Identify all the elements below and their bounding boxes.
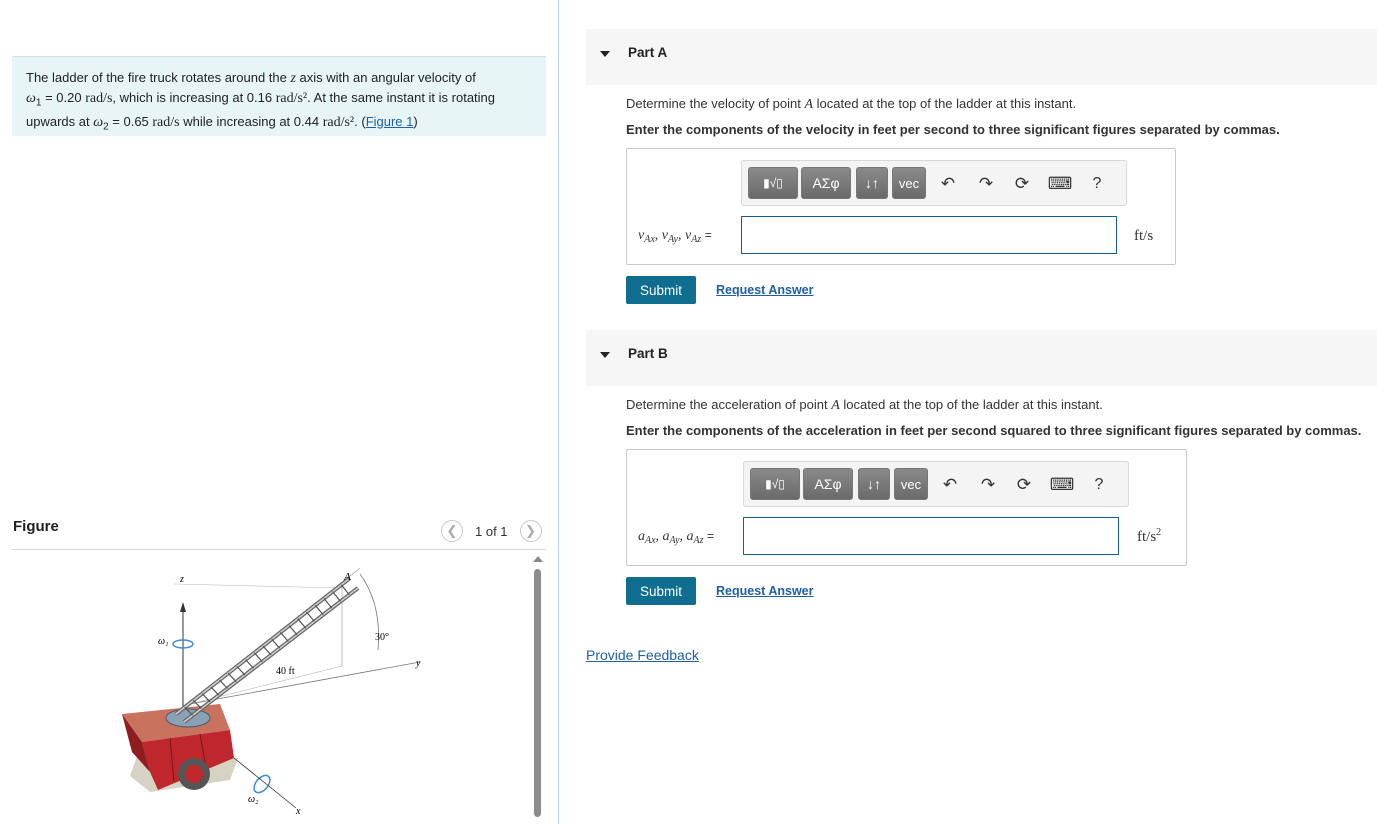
ladder-rung — [324, 598, 332, 608]
omega2-symbol: ω — [93, 114, 104, 130]
figure-nav — [441, 519, 542, 543]
guide-line — [174, 584, 342, 588]
units-label: ft/s — [1134, 228, 1154, 244]
unit-rad-s2: rad/s² — [322, 114, 355, 130]
submit-button[interactable]: Submit — [626, 577, 696, 605]
answer-input[interactable] — [743, 517, 1119, 555]
z-symbol: z — [290, 71, 296, 86]
A-label: A — [344, 571, 351, 583]
problem-text: The ladder of the fire truck rotates around the — [26, 70, 291, 85]
divider — [12, 549, 546, 550]
pane-divider — [558, 0, 559, 824]
figure-link[interactable]: Figure 1 — [365, 113, 414, 129]
scroll-up-arrow[interactable] — [533, 556, 543, 562]
request-answer-link[interactable]: Request Answer — [716, 283, 814, 297]
greek-button[interactable]: ΑΣφ — [801, 167, 851, 199]
vec-button[interactable]: vec — [894, 468, 928, 500]
part-a-answer-box — [626, 148, 1176, 265]
ladder-rung — [220, 680, 228, 689]
unit-rad-s: rad/s — [85, 90, 113, 106]
part-b-header[interactable] — [586, 330, 1377, 386]
ladder-rung — [237, 666, 245, 675]
templates-button[interactable]: ▮√▯ — [750, 468, 800, 500]
arrows-button[interactable]: ↓↑ — [856, 167, 888, 199]
unit-rad-s: rad/s — [152, 114, 180, 130]
ladder-rung — [254, 653, 262, 662]
fire-truck-figure — [110, 562, 421, 820]
reset-icon[interactable]: ⟳ — [1014, 174, 1030, 193]
answer-input[interactable] — [741, 216, 1117, 254]
x-axis-line — [234, 758, 296, 808]
problem-text: , which is increasing at 0.16 — [112, 89, 276, 105]
ladder-rung — [307, 612, 315, 622]
chevron-right-icon[interactable]: ❯ — [520, 520, 542, 542]
ladder-rungs — [185, 585, 350, 716]
omega1-label: ω₁ — [158, 636, 169, 647]
request-answer-link[interactable]: Request Answer — [716, 584, 814, 598]
provide-feedback-link[interactable]: Provide Feedback — [586, 647, 699, 663]
equation-label: $a_{Ax}$, $a_{Ay}$, $a_{Az}$ = — [638, 529, 715, 546]
math-toolbar — [741, 160, 1127, 206]
problem-text: ) — [413, 113, 418, 129]
undo-icon[interactable]: ↶ — [942, 475, 958, 494]
x-label: x — [296, 806, 301, 817]
wheel-hub — [185, 765, 203, 783]
part-b-title: Part B — [628, 346, 668, 361]
y-label: y — [416, 658, 421, 669]
math-toolbar — [743, 461, 1129, 507]
omega1-value: = 0.20 — [41, 89, 86, 105]
angle-label: 30° — [375, 632, 389, 643]
ladder-rung — [228, 673, 236, 682]
problem-statement — [12, 56, 546, 136]
redo-icon[interactable]: ↷ — [980, 475, 996, 494]
problem-text: . At the same instant it is rotating — [307, 89, 496, 105]
redo-icon[interactable]: ↷ — [978, 174, 994, 193]
part-a-header[interactable] — [586, 29, 1377, 85]
ladder-rung — [315, 605, 323, 615]
problem-text: while increasing at 0.44 — [179, 113, 323, 129]
part-a-title: Part A — [628, 45, 668, 60]
part-a-instruction: Enter the components of the velocity in feet per second to three significant figures separated by commas. — [626, 122, 1280, 137]
templates-button[interactable]: ▮√▯ — [748, 167, 798, 199]
omega1-symbol: ω — [26, 90, 36, 106]
reset-icon[interactable]: ⟳ — [1016, 475, 1032, 494]
part-b-instruction: Enter the components of the acceleration in feet per second squared to three significant figures separated by commas. — [626, 423, 1362, 438]
omega1-sub: 1 — [35, 97, 42, 109]
part-b-question: Determine the acceleration of point A located at the top of the ladder at this instant. — [626, 397, 1103, 413]
ladder-rung — [280, 632, 288, 641]
omega2-sub: 2 — [103, 121, 109, 133]
z-arrowhead — [180, 602, 186, 612]
ladder-rung — [298, 619, 306, 628]
z-label: z — [180, 574, 184, 585]
equation-label: $v_{Ax}$, $v_{Ay}$, $v_{Az}$ = — [638, 228, 712, 245]
help-icon[interactable]: ? — [1092, 175, 1102, 192]
part-a-question: Determine the velocity of point A located at the top of the ladder at this instant. — [626, 96, 1077, 112]
omega2-label: ω₂ — [248, 794, 259, 805]
ladder-rung — [246, 660, 254, 669]
units-label: $ft/s^2$ — [1137, 527, 1162, 545]
ladder-rung — [289, 626, 297, 635]
problem-text: . ( — [354, 113, 366, 129]
figure-title: Figure — [13, 518, 59, 535]
keyboard-icon[interactable]: ⌨ — [1049, 475, 1075, 494]
ladder-rung — [211, 687, 219, 695]
problem-text: axis with an angular velocity of — [295, 70, 476, 85]
omega2-rotation — [251, 772, 273, 795]
keyboard-icon[interactable]: ⌨ — [1047, 174, 1073, 193]
chevron-left-icon[interactable]: ❮ — [441, 520, 463, 542]
collapse-triangle-icon[interactable] — [600, 352, 610, 358]
y-axis-line — [190, 662, 420, 704]
problem-text: upwards at — [26, 113, 94, 129]
omega2-value: = 0.65 — [108, 113, 153, 129]
ladder-rung — [341, 585, 349, 595]
submit-button[interactable]: Submit — [626, 276, 696, 304]
greek-button[interactable]: ΑΣφ — [803, 468, 853, 500]
help-icon[interactable]: ? — [1094, 476, 1104, 493]
part-b-answer-box — [626, 449, 1187, 566]
figure-counter: 1 of 1 — [475, 523, 508, 539]
ladder-rung — [333, 592, 341, 602]
collapse-triangle-icon[interactable] — [600, 51, 610, 57]
arrows-button[interactable]: ↓↑ — [858, 468, 890, 500]
ladder-rung — [272, 639, 280, 648]
left-pane — [0, 0, 558, 824]
undo-icon[interactable]: ↶ — [940, 174, 956, 193]
length-label: 40 ft — [276, 666, 295, 677]
scrollbar-thumb[interactable] — [534, 569, 541, 817]
unit-rad-s2: rad/s² — [275, 90, 308, 106]
vec-button[interactable]: vec — [892, 167, 926, 199]
ladder-rung — [263, 646, 271, 655]
